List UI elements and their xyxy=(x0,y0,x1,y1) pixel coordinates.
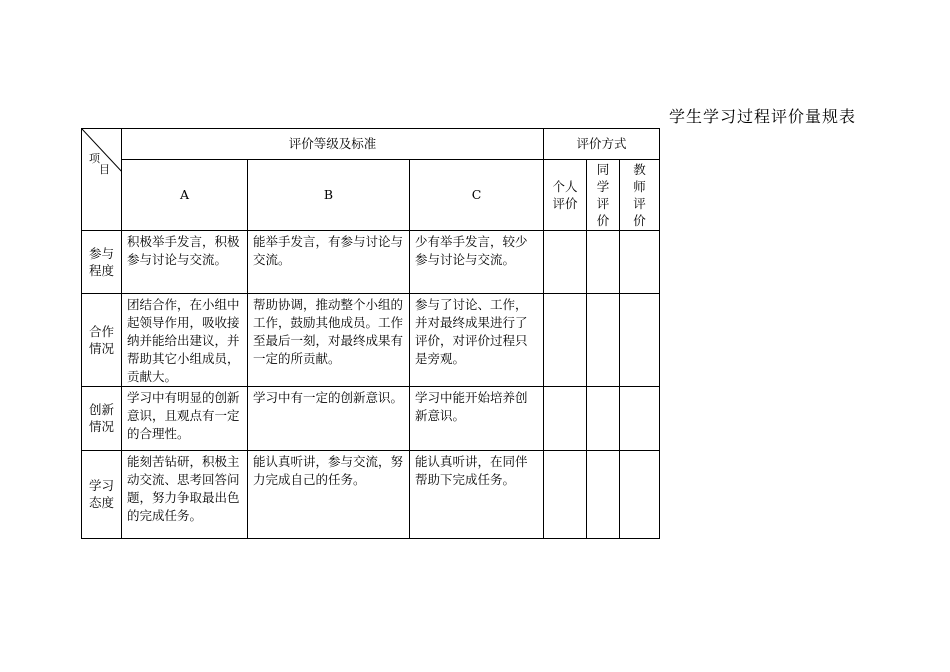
method-self-header: 个人评价 xyxy=(544,160,587,231)
teacher-eval-cell[interactable] xyxy=(620,231,660,294)
item-header-char-1: 项 xyxy=(89,152,100,165)
teacher-eval-cell[interactable] xyxy=(620,387,660,451)
self-eval-cell[interactable] xyxy=(544,451,587,539)
level-b-cell: 能举手发言，有参与讨论与交流。 xyxy=(248,231,410,294)
criteria-header: 评价等级及标准 xyxy=(122,129,544,160)
method-peer-header: 同学评价 xyxy=(587,160,620,231)
table-row xyxy=(82,231,660,294)
table-row xyxy=(82,451,660,539)
item-header-cell xyxy=(82,129,122,231)
header-row-top xyxy=(82,129,660,160)
level-a-cell: 积极举手发言，积极参与讨论与交流。 xyxy=(122,231,248,294)
self-eval-cell[interactable] xyxy=(544,294,587,387)
table-row xyxy=(82,387,660,451)
teacher-eval-cell[interactable] xyxy=(620,451,660,539)
level-a-cell: 团结合作，在小组中起领导作用，吸收接纳并能给出建议，并帮助其它小组成员，贡献大。 xyxy=(122,294,248,387)
row-item-label: 合作情况 xyxy=(82,294,122,387)
teacher-eval-cell[interactable] xyxy=(620,294,660,387)
rubric-table xyxy=(81,128,660,539)
method-teacher-header: 教师评价 xyxy=(620,160,660,231)
peer-eval-cell[interactable] xyxy=(587,387,620,451)
header-row-bottom xyxy=(82,160,660,231)
peer-eval-cell[interactable] xyxy=(587,231,620,294)
self-eval-cell[interactable] xyxy=(544,231,587,294)
level-c-header: C xyxy=(410,160,544,231)
peer-eval-cell[interactable] xyxy=(587,451,620,539)
level-b-header: B xyxy=(248,160,410,231)
table-row xyxy=(82,294,660,387)
level-a-cell: 能刻苦钻研，积极主动交流、思考回答问题，努力争取最出色的完成任务。 xyxy=(122,451,248,539)
row-item-label: 参与程度 xyxy=(82,231,122,294)
level-a-cell: 学习中有明显的创新意识，且观点有一定的合理性。 xyxy=(122,387,248,451)
level-b-cell: 能认真听讲，参与交流，努力完成自己的任务。 xyxy=(248,451,410,539)
self-eval-cell[interactable] xyxy=(544,387,587,451)
level-b-cell: 帮助协调，推动整个小组的工作，鼓励其他成员。工作至最后一刻，对最终成果有一定的所贡献。 xyxy=(248,294,410,387)
level-c-cell: 参与了讨论、工作，并对最终成果进行了评价，对评价过程只是旁观。 xyxy=(410,294,544,387)
diagonal-line xyxy=(82,129,122,229)
level-a-header: A xyxy=(122,160,248,231)
level-b-cell: 学习中有一定的创新意识。 xyxy=(248,387,410,451)
level-c-cell: 少有举手发言，较少参与讨论与交流。 xyxy=(410,231,544,294)
item-header-char-2: 目 xyxy=(99,163,110,176)
level-c-cell: 学习中能开始培养创新意识。 xyxy=(410,387,544,451)
page-title: 学生学习过程评价量规表 xyxy=(669,107,857,126)
peer-eval-cell[interactable] xyxy=(587,294,620,387)
row-item-label: 学习态度 xyxy=(82,451,122,539)
level-c-cell: 能认真听讲，在同伴帮助下完成任务。 xyxy=(410,451,544,539)
method-header: 评价方式 xyxy=(544,129,660,160)
row-item-label: 创新情况 xyxy=(82,387,122,451)
